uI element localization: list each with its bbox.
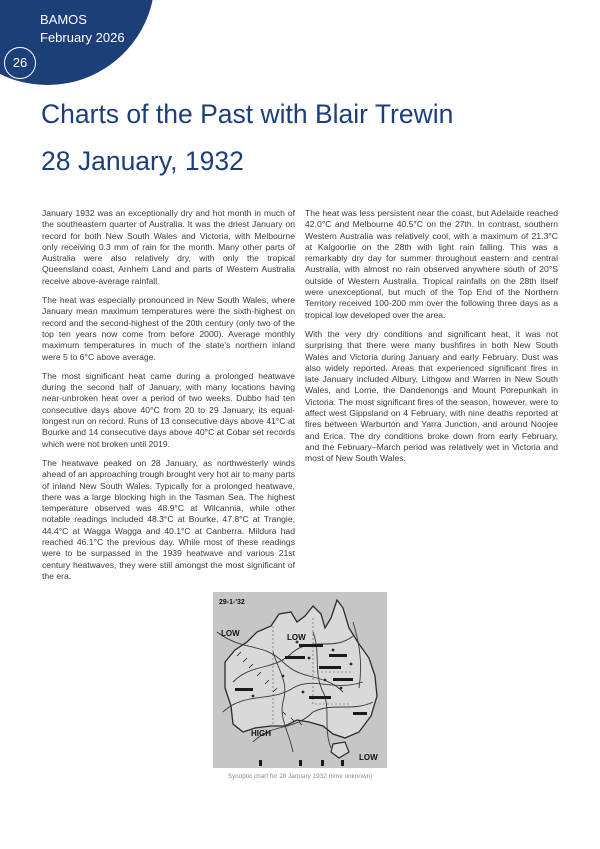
- synoptic-chart-image: [213, 592, 387, 768]
- text-column-right: [305, 208, 558, 473]
- article-subtitle-date: 28 January, 1932: [41, 146, 244, 176]
- pressure-label-low: LOW: [287, 633, 306, 642]
- paragraph: The heat was less persistent near the coast, but Adelaide reached 42.0°C and Melbourne 40.5°C on the 27th. In contrast, southern Western Australia was relatively cool, with a maximum of 21.3°C at Kalgoorlie on the 28th with light rain falling. This was a remarkably dry day for summer throughout eastern and central Australia, with almost no rain observed anywhere south of 20°S outside of Western Australia. Tropical rainfalls on the 28th itself were unexceptional, but much of the Top End of the Northern Territory received 100-200 mm over the following three days as a tropical low developed over the area.: [305, 208, 558, 320]
- pressure-label-low: LOW: [221, 629, 240, 638]
- synoptic-chart-drawing: [213, 592, 387, 768]
- issue-date: February 2026: [40, 30, 125, 45]
- chart-date-label: 29-1-'32: [219, 599, 245, 606]
- paragraph: January 1932 was an exceptionally dry and hot month in much of the southeastern quarter of Australia. It was the driest January on record for both New South Wales and Victoria, with Melbourne only receiving 0.3 mm of rain for the month. Many other parts of Australia were also relatively dry, with only the tropical Queensland coast, Arnhem Land and parts of Western Australia receive above-average rainfall.: [42, 208, 295, 286]
- publication-name: BAMOS: [40, 12, 87, 27]
- pressure-label-high: HIGH: [251, 729, 271, 738]
- paragraph: With the very dry conditions and significant heat, it was not surprising that there were many bushfires in both New South Wales and Victoria during January and early February. Dust was also widely reported. Areas that experienced significant fires in late January included Albury, Lithgow and Warren in New South Wales, and Lorne, the Dandenongs and Mount Porepunkah in Victoria. The most significant fires of the season, however, were to affect west Gippsland on 4 February, with nine deaths reported at fires between Warburton and Yarra Junction, and around Noojee and Erica. The dry conditions broke down from early February, and the February–March period was relatively wet in Victoria and most of New South Wales.: [305, 328, 558, 464]
- figure-caption: Synoptic chart for 28 January 1932 (time unknown): [227, 773, 373, 780]
- paragraph: The heat was especially pronounced in New South Wales, where January mean maximum temperatures were the sixth-highest on record and the second-highest of the 20th century (only two of the top ten years now come from before 2000). Average monthly maximum temperatures in much of the state's northern inland were 5 to 6°C above average.: [42, 295, 295, 362]
- text-column-left: [42, 208, 295, 590]
- page-number: 26: [4, 47, 36, 79]
- article-title: Charts of the Past with Blair Trewin: [41, 99, 454, 129]
- pressure-label-low: LOW: [359, 753, 378, 762]
- paragraph: The heatwave peaked on 28 January, as northwesterly winds ahead of an approaching trough brought very hot air to many parts of inland New South Wales. Typically for a prolonged heatwave, there was a large blocking high in the Tasman Sea. The highest temperature observed was 48.9°C at Wilcannia, while other notable readings included 48.3°C at Bourke, 47.8°C at Trangie, 44.4°C at Wagga Wagga and 40.1°C at Canberra. Mildura had reached 46.1°C the previous day. While most of these readings were to be surpassed in the 1939 heatwave and various 21st century heatwaves, they were still amongst the most significant of the era.: [42, 457, 295, 581]
- paragraph: The most significant heat came during a prolonged heatwave during the second half of January, with many locations having near-unbroken heat over a period of two weeks. Dubbo had ten consecutive days above 40°C from 20 to 29 January, its equal-longest run on record. Runs of 13 consecutive days above 41°C at Bourke and 14 consecutive days above 40°C at Cobar set records which were not broken until 2019.: [42, 370, 295, 449]
